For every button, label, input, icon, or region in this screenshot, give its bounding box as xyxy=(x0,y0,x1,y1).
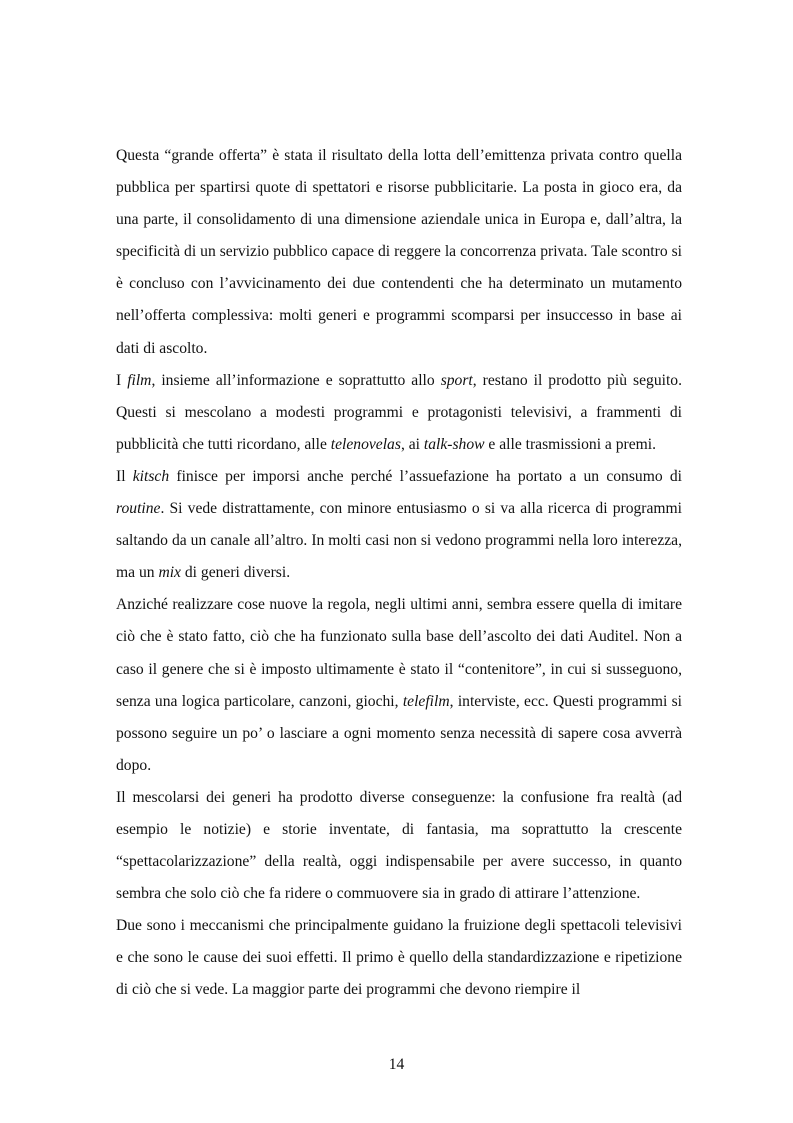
italic-text: mix xyxy=(158,564,181,582)
italic-text: routine xyxy=(116,500,161,518)
italic-text: telenovelas xyxy=(330,435,401,453)
text-run: Anziché realizzare cose nuove la regola, negli ultimi anni, sembra essere quella di imitare ciò che è stato fatto, ciò che ha funzionato sulla base dell’ascolto dei dati Auditel. Non a caso il genere che si è imposto ultimamente è stato il “contenitore”, in cui si susseguono, senza una logica particolare, canzoni, giochi, xyxy=(116,596,682,710)
text-run: Due sono i meccanismi che principalmente guidano la fruizione degli spettacoli televisivi e che sono le cause dei suoi effetti. Il primo è quello della standardizzazione e ripetizione di ciò che si vede. La maggior parte dei programmi che devono riempire il xyxy=(116,917,682,999)
italic-text: sport xyxy=(440,371,473,389)
paragraph xyxy=(116,589,682,782)
italic-text: film xyxy=(127,371,152,389)
paragraph xyxy=(116,782,682,910)
paragraph xyxy=(116,140,682,365)
text-run: , restano il prodotto più seguito. Questi si mescolano a modesti programmi e protagonisti televisivi, a frammenti di pubblicità che tutti ricordano, alle xyxy=(116,371,682,453)
italic-text: kitsch xyxy=(132,467,170,485)
text-run: , insieme all’informazione e soprattutto allo xyxy=(151,371,441,389)
text-run: Il xyxy=(116,467,133,485)
paragraph xyxy=(116,910,682,1006)
page-number: 14 xyxy=(388,1056,405,1073)
text-run: , ai xyxy=(400,435,424,453)
text-run: e alle trasmissioni a premi. xyxy=(484,435,657,453)
paragraph xyxy=(116,461,682,589)
italic-text: talk-show xyxy=(423,435,485,453)
text-run: di generi diversi. xyxy=(180,564,291,582)
text-run: I xyxy=(116,371,128,389)
paragraph xyxy=(116,365,682,461)
text-run: , interviste, ecc. Questi programmi si possono seguire un po’ o lasciare a ogni momento senza necessità di sapere cosa avverrà dopo. xyxy=(116,692,682,774)
text-run: Il mescolarsi dei generi ha prodotto diverse conseguenze: la confusione fra realtà (ad esempio le notizie) e storie inventate, di fantasia, ma soprattutto la crescente “spettacolarizzazione” della realtà, oggi indispensabile per avere successo, in quanto sembra che solo ciò che fa ridere o commuovere sia in grado di attirare l’attenzione. xyxy=(116,788,682,903)
italic-text: telefilm xyxy=(402,692,450,710)
text-run: finisce per imporsi anche perché l’assuefazione ha portato a un consumo di xyxy=(169,467,682,485)
body-text xyxy=(116,140,682,1007)
text-run: . Si vede distrattamente, con minore entusiasmo o si va alla ricerca di programmi saltando da un canale all’altro. In molti casi non si vedono programmi nella loro interezza, ma un xyxy=(116,500,682,582)
text-run: Questa “grande offerta” è stata il risultato della lotta dell’emittenza privata contro quella pubblica per spartirsi quote di spettatori e risorse pubblicitarie. La posta in gioco era, da una parte, il consolidamento di una dimensione aziendale unica in Europa e, dall’altra, la specificità di un servizio pubblico capace di reggere la concorrenza privata. Tale scontro si è concluso con l’avvicinamento dei due contendenti che ha determinato un mutamento nell’offerta complessiva: molti generi e programmi scomparsi per insuccesso in base ai dati di ascolto. xyxy=(116,147,682,357)
